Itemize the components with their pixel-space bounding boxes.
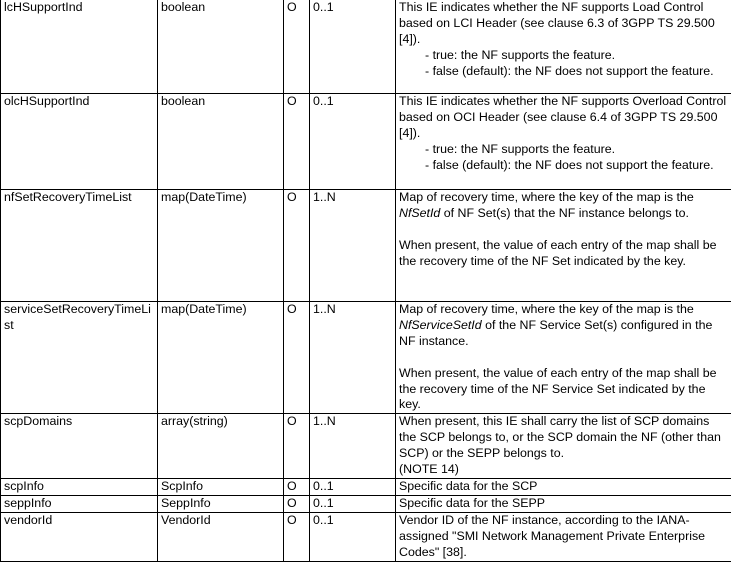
- description-cell: [396, 479, 731, 496]
- description-bullet: - true: the NF supports the feature.: [399, 48, 728, 64]
- description-text-part: of NF Set(s) that the NF instance belongs to.: [440, 206, 689, 220]
- presence-cell: O: [284, 0, 310, 94]
- cardinality-cell: 0..1: [310, 94, 396, 190]
- cardinality-cell: 1..N: [310, 414, 396, 479]
- attribute-name-cell: seppInfo: [1, 496, 158, 513]
- description-cell: [396, 414, 731, 479]
- description-text: [399, 190, 728, 222]
- attribute-name-cell: scpDomains: [1, 414, 158, 479]
- presence-cell: O: [284, 496, 310, 513]
- description-bullet: - true: the NF supports the feature.: [399, 142, 728, 158]
- presence-cell: O: [284, 513, 310, 562]
- cardinality-cell: 1..N: [310, 190, 396, 302]
- description-cell: [396, 94, 731, 190]
- attribute-name-cell: serviceSetRecoveryTimeList: [1, 302, 158, 414]
- table-row: [1, 479, 731, 496]
- table-row: [1, 0, 731, 94]
- attribute-name-cell: nfSetRecoveryTimeList: [1, 190, 158, 302]
- table-row: [1, 302, 731, 414]
- data-type-cell: SeppInfo: [158, 496, 284, 513]
- attribute-name-cell: scpInfo: [1, 479, 158, 496]
- attribute-name-cell: olcHSupportInd: [1, 94, 158, 190]
- description-cell: [396, 513, 731, 562]
- cardinality-cell: 0..1: [310, 513, 396, 562]
- attribute-name-cell: lcHSupportInd: [1, 0, 158, 94]
- table-row: [1, 94, 731, 190]
- cardinality-cell: 0..1: [310, 496, 396, 513]
- data-type-cell: boolean: [158, 0, 284, 94]
- paragraph-gap: [399, 350, 728, 366]
- paragraph-gap: [399, 222, 728, 238]
- description-text: Specific data for the SEPP: [399, 496, 728, 512]
- presence-cell: O: [284, 479, 310, 496]
- data-type-cell: map(DateTime): [158, 302, 284, 414]
- data-type-cell: ScpInfo: [158, 479, 284, 496]
- cardinality-cell: 1..N: [310, 302, 396, 414]
- presence-cell: O: [284, 94, 310, 190]
- table-row: [1, 496, 731, 513]
- data-type-cell: VendorId: [158, 513, 284, 562]
- data-type-cell: boolean: [158, 94, 284, 190]
- attribute-name-cell: vendorId: [1, 513, 158, 562]
- data-type-cell: map(DateTime): [158, 190, 284, 302]
- cardinality-cell: 0..1: [310, 0, 396, 94]
- description-text-part: of the NF Service Set(s) configured in the NF instance.: [399, 318, 712, 348]
- description-cell: [396, 496, 731, 513]
- description-bullet: - false (default): the NF does not support the feature.: [399, 64, 728, 80]
- presence-cell: O: [284, 302, 310, 414]
- description-text: When present, this IE shall carry the list of SCP domains the SCP belongs to, or the SCP domain the NF (other than SCP) or the SEPP belongs to.: [399, 414, 728, 462]
- cardinality-cell: 0..1: [310, 479, 396, 496]
- description-cell: [396, 190, 731, 302]
- description-text: [399, 302, 728, 350]
- description-cell: [396, 0, 731, 94]
- description-note: (NOTE 14): [399, 462, 728, 478]
- description-text: Specific data for the SCP: [399, 479, 728, 495]
- table-row: [1, 414, 731, 479]
- description-text: When present, the value of each entry of the map shall be the recovery time of the NF Set indicated by the key.: [399, 238, 728, 270]
- description-text-part: Map of recovery time, where the key of the map is the: [399, 302, 694, 316]
- description-text: This IE indicates whether the NF supports Load Control based on LCI Header (see clause 6.3 of 3GPP TS 29.500 [4]).: [399, 0, 728, 48]
- description-text: Vendor ID of the NF instance, according to the IANA-assigned "SMI Network Management Private Enterprise Codes" [38].: [399, 513, 728, 561]
- data-type-cell: array(string): [158, 414, 284, 479]
- description-text-part: Map of recovery time, where the key of the map is the: [399, 190, 694, 204]
- description-emphasis: NfSetId: [399, 206, 440, 220]
- table-row: [1, 190, 731, 302]
- table-row: [1, 513, 731, 562]
- presence-cell: O: [284, 414, 310, 479]
- description-text: This IE indicates whether the NF supports Overload Control based on OCI Header (see clause 6.4 of 3GPP TS 29.500 [4]).: [399, 94, 728, 142]
- description-bullet: - false (default): the NF does not support the feature.: [399, 158, 728, 174]
- presence-cell: O: [284, 190, 310, 302]
- description-emphasis: NfServiceSetId: [399, 318, 482, 332]
- description-cell: [396, 302, 731, 414]
- description-text: When present, the value of each entry of the map shall be the recovery time of the NF Service Set indicated by the key.: [399, 366, 728, 414]
